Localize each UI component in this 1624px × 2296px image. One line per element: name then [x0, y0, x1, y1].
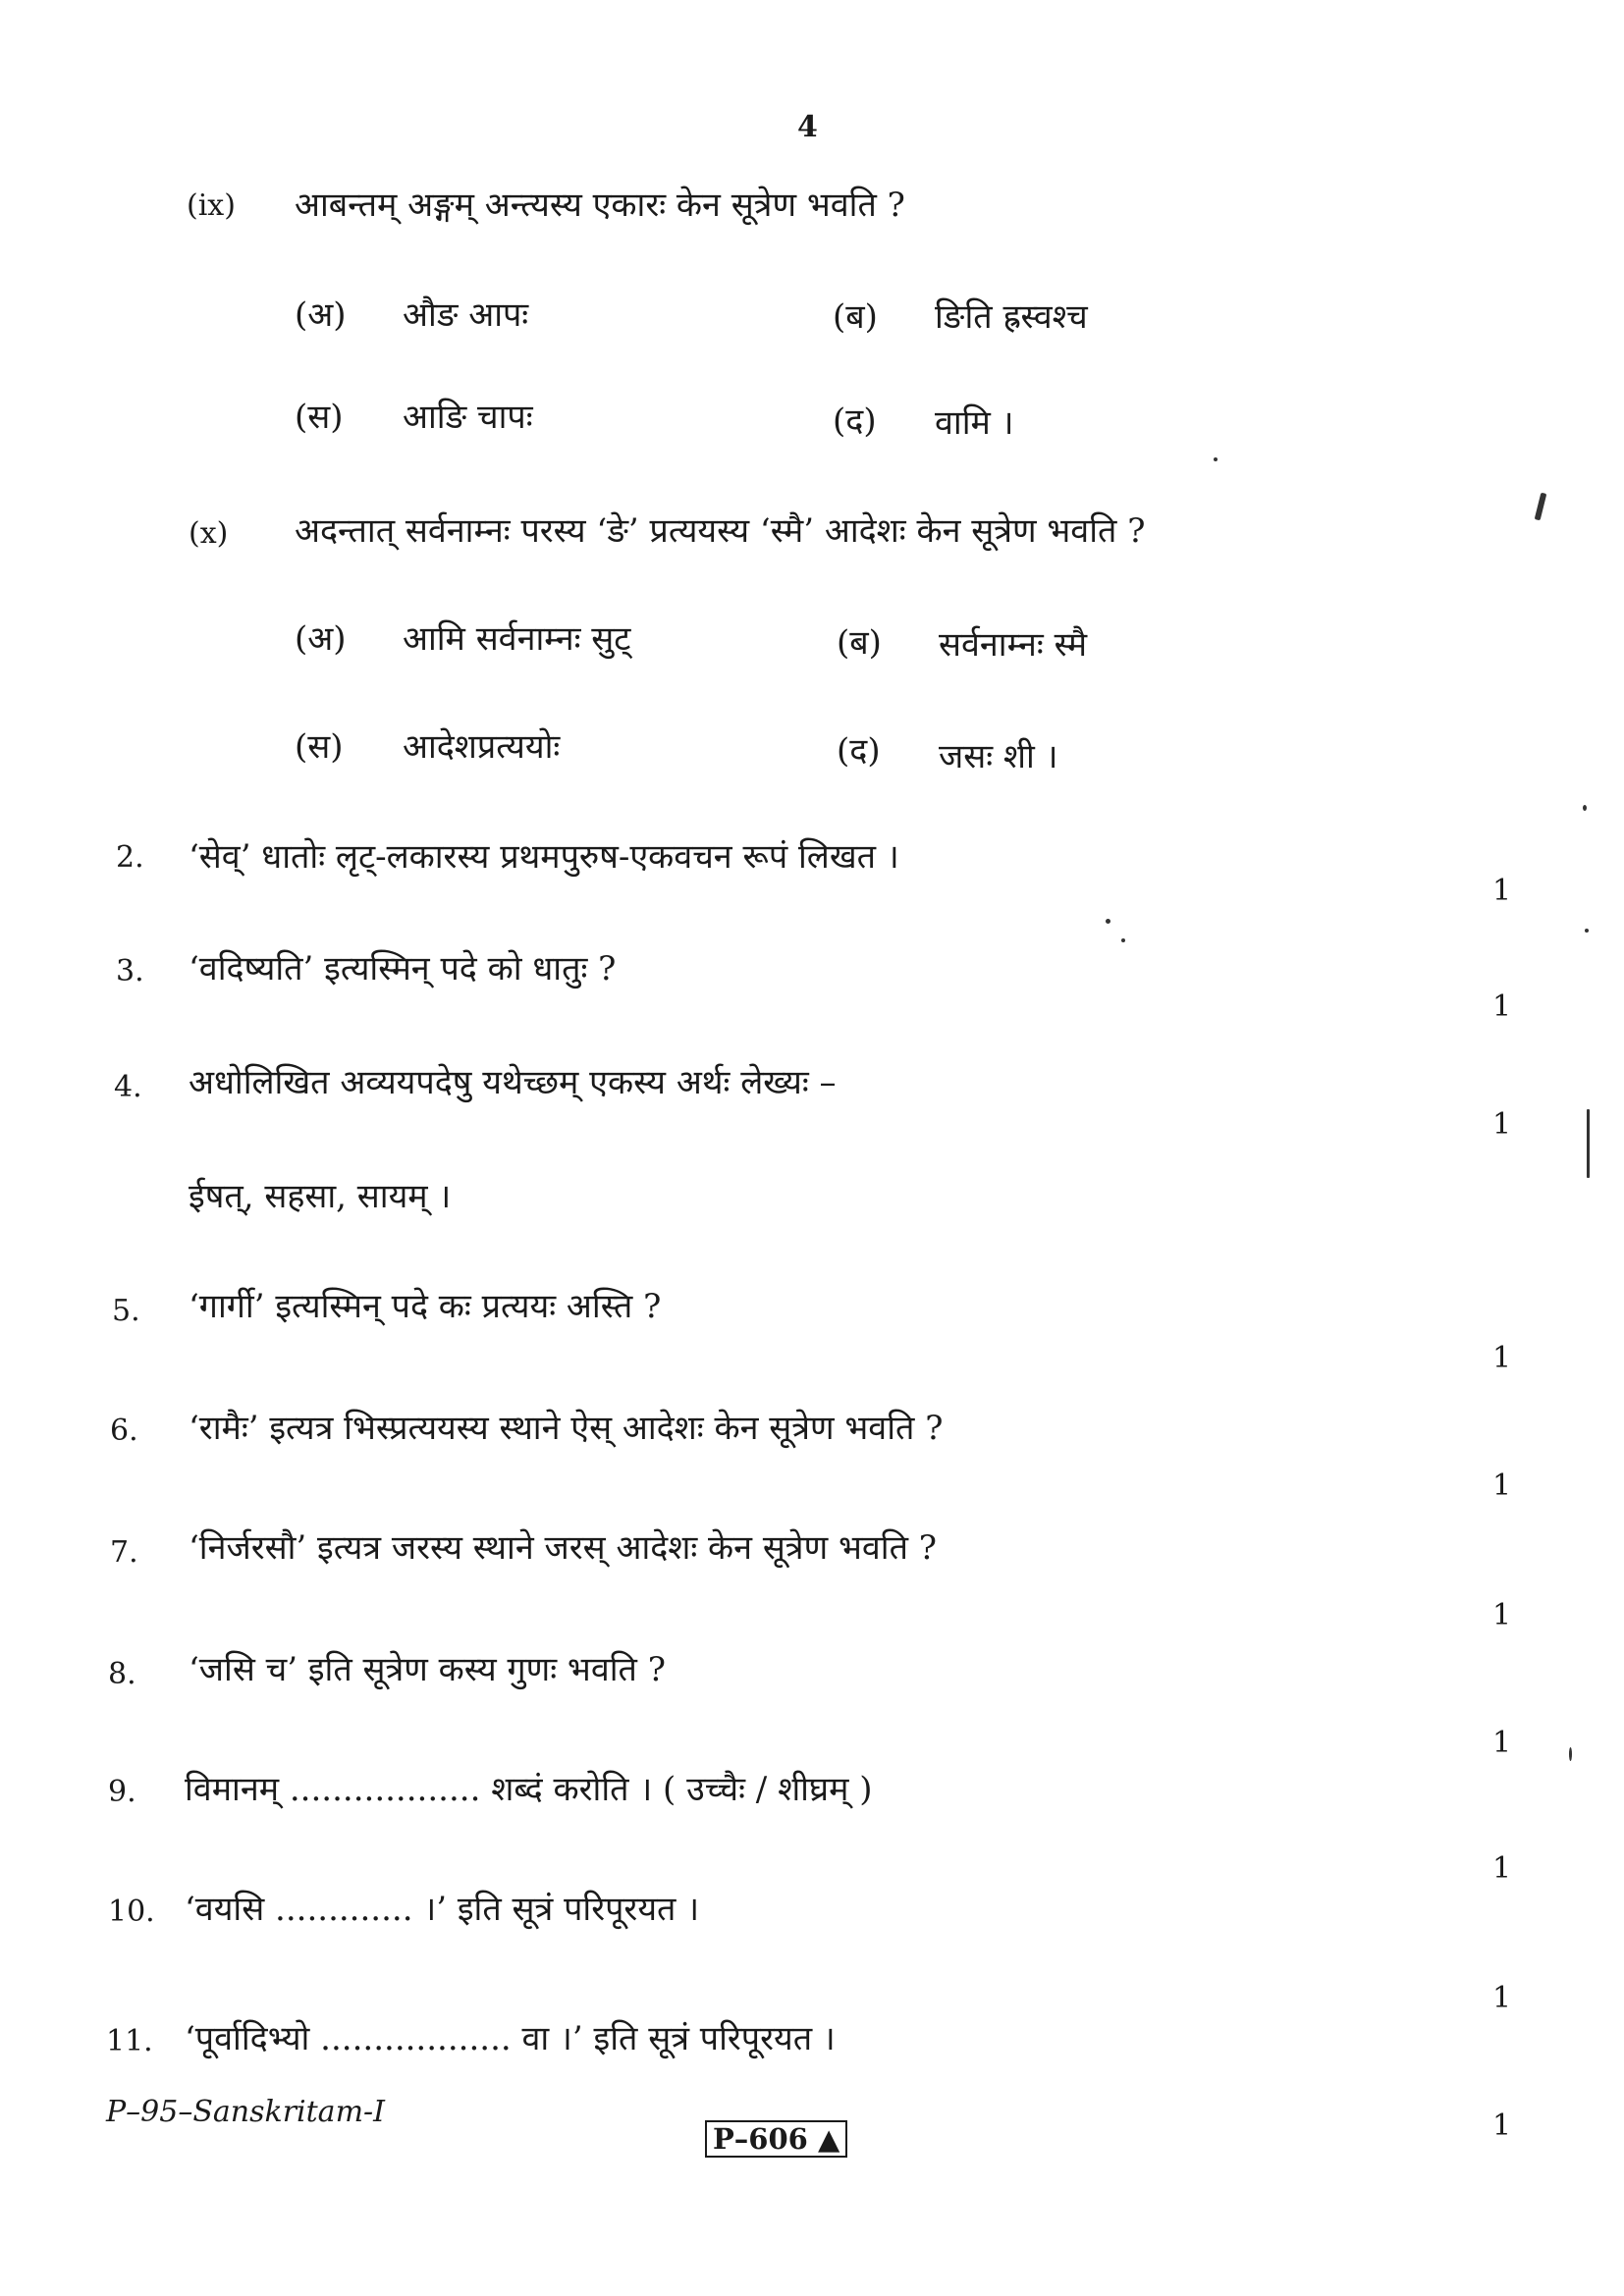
question-marks: 1	[1492, 1851, 1512, 1886]
question-text: ‘जसि च’ इति सूत्रेण कस्य गुणः भवति ?	[189, 1650, 666, 1689]
scan-dot	[1106, 919, 1110, 924]
question-number: 11.	[106, 2024, 153, 2058]
paper-code: P–95–Sanskritam-I	[106, 2095, 386, 2129]
question-text: ‘वदिष्यति’ इत्यस्मिन् पदे को धातुः ?	[189, 949, 617, 988]
question-text: ‘निर्जरसौ’ इत्यत्र जरस्य स्थाने जरस् आदेशः केन सूत्रेण भवति ?	[189, 1528, 937, 1568]
question-text: अधोलिखित अव्ययपदेषु यथेच्छम् एकस्य अर्थः लेख्यः –	[189, 1063, 837, 1102]
option-text-a: आमि सर्वनाम्नः सुट्	[403, 619, 631, 659]
option-label-a: (अ)	[295, 295, 347, 335]
question-text: ‘सेव्’ धातोः लृट्-लकारस्य प्रथमपुरुष-एकवचन रूपं लिखत ।	[189, 837, 899, 877]
question-number: 7.	[110, 1535, 138, 1570]
scan-dot	[1583, 805, 1587, 811]
question-marks: 1	[1492, 1468, 1512, 1503]
option-text-b: ङिति ह्रस्वश्च	[935, 297, 1088, 337]
question-text: विमानम् .................. शब्दं करोति । ( उच्चैः / शीघ्रम् )	[185, 1770, 873, 1809]
scan-dot	[1569, 1747, 1572, 1761]
option-text-c: आदेशप्रत्ययोः	[403, 727, 561, 767]
scan-dot	[1585, 929, 1589, 933]
page-number: 4	[797, 110, 818, 144]
option-label-c: (स)	[295, 727, 344, 767]
question-marks: 1	[1492, 1726, 1512, 1760]
option-text-d: जसः शी ।	[939, 737, 1058, 776]
question-text: ‘पूर्वादिभ्यो .................. वा ।’ इति सूत्रं परिपूरयत ।	[185, 2019, 836, 2058]
question-number: 3.	[116, 954, 144, 988]
sub-question-ix-text: आबन्तम् अङ्गम् अन्त्यस्य एकारः केन सूत्रेण भवति ?	[295, 186, 905, 225]
question-marks: 1	[1492, 1107, 1512, 1142]
scan-dot	[1214, 457, 1218, 461]
scan-mark	[1535, 493, 1547, 521]
question-number: 9.	[108, 1775, 136, 1809]
question-number: 10.	[108, 1895, 155, 1929]
option-text-d: वामि ।	[935, 403, 1014, 443]
question-number: 8.	[108, 1657, 136, 1691]
sub-question-x-text: अदन्तात् सर्वनाम्नः परस्य ‘ङे’ प्रत्ययस्य ‘स्मै’ आदेशः केन सूत्रेण भवति ?	[295, 511, 1146, 551]
option-text-b: सर्वनाम्नः स्मै	[939, 625, 1088, 665]
question-number: 6.	[110, 1414, 138, 1448]
question-marks: 1	[1492, 2109, 1512, 2143]
scan-line	[1587, 1109, 1590, 1178]
option-label-a: (अ)	[295, 619, 347, 659]
question-text-continued: ईषत्, सहसा, सायम् ।	[189, 1177, 452, 1216]
sub-question-x-number: (x)	[189, 516, 229, 551]
option-label-b: (ब)	[837, 623, 882, 663]
question-marks: 1	[1492, 1341, 1512, 1375]
option-text-c: आङि चापः	[403, 398, 533, 437]
option-label-d: (द)	[833, 401, 877, 441]
page-code-box: P–606 ▲	[705, 2120, 847, 2158]
question-text: ‘गार्गी’ इत्यस्मिन् पदे कः प्रत्ययः अस्ति ?	[189, 1287, 662, 1326]
question-marks: 1	[1492, 874, 1512, 908]
question-marks: 1	[1492, 989, 1512, 1024]
scan-dot	[1121, 938, 1125, 942]
question-number: 2.	[116, 840, 144, 875]
sub-question-ix-number: (ix)	[187, 188, 236, 223]
question-text: ‘वयसि ............. ।’ इति सूत्रं परिपूरयत ।	[185, 1890, 700, 1929]
option-text-a: औङ आपः	[403, 295, 529, 335]
question-marks: 1	[1492, 1981, 1512, 2015]
option-label-d: (द)	[837, 731, 881, 771]
option-label-b: (ब)	[833, 297, 878, 337]
question-marks: 1	[1492, 1598, 1512, 1632]
question-text: ‘रामैः’ इत्यत्र भिस्प्रत्ययस्य स्थाने ऐस् आदेशः केन सूत्रेण भवति ?	[189, 1409, 944, 1448]
question-number: 5.	[112, 1294, 140, 1328]
option-label-c: (स)	[295, 398, 344, 437]
question-number: 4.	[114, 1070, 142, 1104]
